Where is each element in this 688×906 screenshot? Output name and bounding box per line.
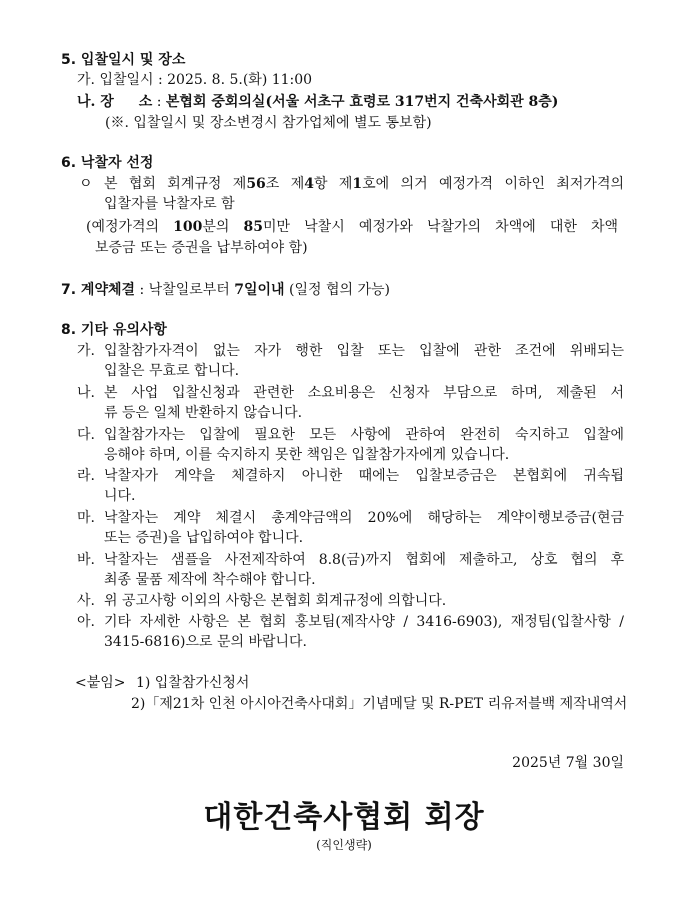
text-run: 낙찰일로부터 [148,282,235,298]
text-run-bold: 85 [243,219,264,235]
section-7 [61,280,390,300]
contract-deadline: 7일이내 [234,282,285,298]
sec8-item-line: 입찰은 무효로 합니다. [104,363,240,379]
section-6-heading: 6. 낙찰자 선정 [61,155,154,171]
sec5-place-label: 장 소 [100,94,153,110]
attachments [75,673,249,693]
attachment-label: <붙임> [75,675,126,691]
text-run: 본 협회 회계규정 제 [104,176,247,192]
sec5-item-a [77,70,312,90]
sec8-item-marker: 아. [77,614,95,630]
text-run: 분의 [202,219,244,235]
document-date: 2025년 7월 30일 [512,755,624,771]
sec5-item-a-text: 입찰일시 : 2025. 8. 5.(화) 11:00 [99,72,313,88]
sec6-para1-line1 [104,174,624,194]
sec8-item-marker: 가. [77,343,95,359]
sec8-item-marker: 다. [77,427,95,443]
sec8-item-marker: 바. [77,552,95,568]
sec8-item-marker: 라. [77,468,95,484]
sec8-item-line: 최종 물품 제작에 착수해야 합니다. [104,572,316,588]
sec8-item-line: 본 사업 입찰신청과 관련한 소요비용은 신청자 부담으로 하며, 제출된 서 [104,385,624,401]
text-run: (예정가격의 [86,219,174,235]
attachment-item: 2)「제21차 인천 아시아건축사대회」기념메달 및 R-PET 리유저블백 제작내역서 [131,696,628,712]
text-run-bold: 100 [173,219,203,235]
sec6-para1-line2: 입찰자를 낙찰자로 함 [104,196,235,212]
sec5-note: (※. 입찰일시 및 장소변경시 참가업체에 별도 통보함) [105,115,432,131]
section-5-heading: 5. 입찰일시 및 장소 [61,52,186,68]
sec8-item-line: 입찰참가자는 입찰에 필요한 모든 사항에 관하여 완전히 숙지하고 입찰에 [104,427,624,443]
sec6-bullet: ㅇ [79,176,93,192]
sec8-item-line: 응해야 하며, 이를 숙지하지 못한 책임은 입찰참가자에게 있습니다. [104,447,510,463]
text-run-bold: 4 [304,176,314,192]
section-8-heading: 8. 기타 유의사항 [61,322,167,338]
text-run-bold: 1 [352,176,363,192]
issuer-title: 대한건축사협회 회장 [203,800,485,835]
sec6-para2-line2: 보증금 또는 증권을 납부하여야 함) [95,240,308,256]
sec8-item-line: 입찰참가자격이 없는 자가 행한 입찰 또는 입찰에 관한 조건에 위배되는 [104,343,624,359]
sec5-item-b [77,92,558,112]
text-run: (일정 협의 가능) [284,282,391,298]
sec8-item-line: 위 공고사항 이외의 사항은 본협회 회계규정에 의합니다. [104,593,447,609]
sec8-item-marker: 사. [77,593,95,609]
text-run: 호에 의거 예정가격 이하인 최저가격의 [362,176,625,192]
text-run: 조 제 [265,176,305,192]
sec5-item-a-marker: 가. [77,72,95,88]
text-run-bold: 56 [246,176,266,192]
sec8-item-line: 니다. [104,488,136,504]
text-run: 항 제 [313,176,353,192]
sec6-para2-line1 [86,217,618,237]
sec8-item-line: 낙찰자는 샘플을 사전제작하여 8.8(금)까지 협회에 제출하고, 상호 협의 후 [104,552,624,568]
sec5-item-b-marker: 나. [77,94,96,110]
text-run: : [135,282,149,298]
sec8-item-line: 또는 증권)을 납입하여야 합니다. [104,530,304,546]
seal-omitted-note: (직인생략) [316,838,372,852]
sec8-item-line: 낙찰자는 계약 체결시 총계약금액의 20%에 해당하는 계약이행보증금(현금 [104,510,624,526]
sec8-item-line: 류 등은 일체 반환하지 않습니다. [104,405,303,421]
sec8-item-line: 기타 자세한 사항은 본 협회 홍보팀(제작사양 / 3416-6903), 재정팀(입찰사항 / [104,614,624,630]
sec5-place-sep: : [152,94,166,110]
text-run: 미만 낙찰시 예정가와 낙찰가의 차액에 대한 차액 [263,219,618,235]
sec8-item-line: 낙찰자가 계약을 체결하지 아니한 때에는 입찰보증금은 본협회에 귀속됩 [104,468,624,484]
sec8-item-marker: 나. [77,385,95,401]
sec8-item-line: 3415-6816)으로 문의 바랍니다. [104,634,307,650]
sec8-item-marker: 마. [77,510,95,526]
sec5-place-value: 본협회 중회의실(서울 서초구 효령로 317번지 건축사회관 8층) [165,94,559,110]
section-7-heading: 7. 계약체결 [61,282,136,298]
attachment-item: 1) 입찰참가신청서 [135,675,250,691]
